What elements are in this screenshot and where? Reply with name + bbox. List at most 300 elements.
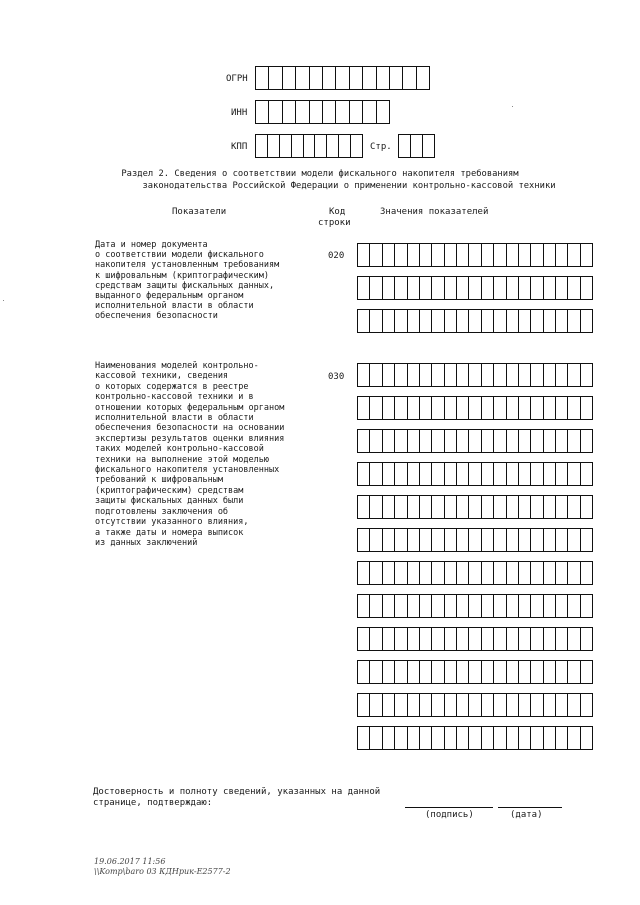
character-cell[interactable] [432, 430, 444, 452]
character-cell[interactable] [268, 135, 280, 157]
character-cell[interactable] [544, 661, 556, 683]
row-030-field-3[interactable] [357, 429, 593, 453]
character-cell[interactable] [507, 397, 519, 419]
character-cell[interactable] [383, 430, 395, 452]
character-cell[interactable] [568, 310, 580, 332]
character-cell[interactable] [420, 397, 432, 419]
character-cell[interactable] [482, 244, 494, 266]
character-cell[interactable] [420, 364, 432, 386]
character-cell[interactable] [469, 397, 481, 419]
character-cell[interactable] [445, 244, 457, 266]
character-cell[interactable] [420, 727, 432, 749]
character-cell[interactable] [420, 661, 432, 683]
character-cell[interactable] [544, 496, 556, 518]
character-cell[interactable] [377, 101, 389, 123]
character-cell[interactable] [370, 277, 382, 299]
character-cell[interactable] [432, 562, 444, 584]
character-cell[interactable] [556, 463, 568, 485]
character-cell[interactable] [383, 244, 395, 266]
character-cell[interactable] [544, 562, 556, 584]
character-cell[interactable] [469, 463, 481, 485]
character-cell[interactable] [445, 364, 457, 386]
character-cell[interactable] [423, 135, 434, 157]
row-020-field-1[interactable] [357, 243, 593, 267]
character-cell[interactable] [568, 430, 580, 452]
character-cell[interactable] [358, 430, 370, 452]
character-cell[interactable] [507, 496, 519, 518]
character-cell[interactable] [519, 463, 531, 485]
character-cell[interactable] [581, 244, 592, 266]
character-cell[interactable] [358, 529, 370, 551]
character-cell[interactable] [327, 135, 339, 157]
character-cell[interactable] [494, 430, 506, 452]
character-cell[interactable] [507, 595, 519, 617]
character-cell[interactable] [544, 529, 556, 551]
character-cell[interactable] [432, 661, 444, 683]
character-cell[interactable] [445, 529, 457, 551]
character-cell[interactable] [531, 562, 543, 584]
character-cell[interactable] [568, 661, 580, 683]
character-cell[interactable] [507, 661, 519, 683]
character-cell[interactable] [395, 364, 407, 386]
character-cell[interactable] [482, 694, 494, 716]
character-cell[interactable] [482, 661, 494, 683]
character-cell[interactable] [494, 277, 506, 299]
character-cell[interactable] [395, 694, 407, 716]
character-cell[interactable] [358, 595, 370, 617]
character-cell[interactable] [445, 397, 457, 419]
character-cell[interactable] [432, 397, 444, 419]
character-cell[interactable] [339, 135, 351, 157]
character-cell[interactable] [395, 397, 407, 419]
character-cell[interactable] [370, 628, 382, 650]
character-cell[interactable] [358, 562, 370, 584]
character-cell[interactable] [556, 496, 568, 518]
character-cell[interactable] [544, 727, 556, 749]
character-cell[interactable] [432, 727, 444, 749]
character-cell[interactable] [581, 595, 592, 617]
row-030-field-12[interactable] [357, 726, 593, 750]
signature-line[interactable] [405, 807, 493, 808]
character-cell[interactable] [395, 244, 407, 266]
character-cell[interactable] [544, 397, 556, 419]
character-cell[interactable] [310, 101, 323, 123]
character-cell[interactable] [469, 628, 481, 650]
character-cell[interactable] [469, 244, 481, 266]
character-cell[interactable] [519, 529, 531, 551]
character-cell[interactable] [350, 67, 363, 89]
character-cell[interactable] [568, 463, 580, 485]
character-cell[interactable] [432, 277, 444, 299]
character-cell[interactable] [408, 529, 420, 551]
character-cell[interactable] [408, 277, 420, 299]
character-cell[interactable] [469, 310, 481, 332]
character-cell[interactable] [383, 661, 395, 683]
character-cell[interactable] [420, 562, 432, 584]
character-cell[interactable] [469, 496, 481, 518]
character-cell[interactable] [358, 397, 370, 419]
character-cell[interactable] [432, 595, 444, 617]
character-cell[interactable] [420, 595, 432, 617]
character-cell[interactable] [581, 430, 592, 452]
character-cell[interactable] [408, 430, 420, 452]
character-cell[interactable] [519, 628, 531, 650]
character-cell[interactable] [482, 529, 494, 551]
character-cell[interactable] [420, 529, 432, 551]
character-cell[interactable] [482, 310, 494, 332]
character-cell[interactable] [358, 244, 370, 266]
character-cell[interactable] [408, 694, 420, 716]
character-cell[interactable] [395, 496, 407, 518]
character-cell[interactable] [408, 244, 420, 266]
character-cell[interactable] [544, 310, 556, 332]
character-cell[interactable] [445, 562, 457, 584]
character-cell[interactable] [457, 595, 469, 617]
row-030-field-10[interactable] [357, 660, 593, 684]
row-030-field-4[interactable] [357, 462, 593, 486]
character-cell[interactable] [395, 277, 407, 299]
character-cell[interactable] [556, 727, 568, 749]
character-cell[interactable] [432, 694, 444, 716]
character-cell[interactable] [395, 661, 407, 683]
character-cell[interactable] [568, 727, 580, 749]
character-cell[interactable] [336, 67, 349, 89]
character-cell[interactable] [377, 67, 390, 89]
character-cell[interactable] [445, 463, 457, 485]
character-cell[interactable] [383, 496, 395, 518]
character-cell[interactable] [269, 101, 282, 123]
character-cell[interactable] [457, 694, 469, 716]
character-cell[interactable] [420, 310, 432, 332]
character-cell[interactable] [395, 727, 407, 749]
character-cell[interactable] [507, 694, 519, 716]
row-030-field-1[interactable] [357, 363, 593, 387]
character-cell[interactable] [531, 430, 543, 452]
character-cell[interactable] [581, 529, 592, 551]
character-cell[interactable] [568, 496, 580, 518]
character-cell[interactable] [568, 277, 580, 299]
character-cell[interactable] [256, 101, 269, 123]
character-cell[interactable] [445, 727, 457, 749]
character-cell[interactable] [519, 397, 531, 419]
ogrn-field[interactable] [255, 66, 430, 90]
character-cell[interactable] [482, 628, 494, 650]
character-cell[interactable] [408, 661, 420, 683]
character-cell[interactable] [432, 310, 444, 332]
character-cell[interactable] [544, 595, 556, 617]
character-cell[interactable] [519, 694, 531, 716]
character-cell[interactable] [408, 496, 420, 518]
character-cell[interactable] [507, 310, 519, 332]
character-cell[interactable] [457, 529, 469, 551]
character-cell[interactable] [395, 463, 407, 485]
character-cell[interactable] [531, 397, 543, 419]
character-cell[interactable] [556, 364, 568, 386]
character-cell[interactable] [507, 562, 519, 584]
character-cell[interactable] [420, 277, 432, 299]
character-cell[interactable] [370, 562, 382, 584]
character-cell[interactable] [457, 397, 469, 419]
character-cell[interactable] [469, 727, 481, 749]
character-cell[interactable] [581, 463, 592, 485]
character-cell[interactable] [408, 562, 420, 584]
character-cell[interactable] [383, 595, 395, 617]
character-cell[interactable] [420, 463, 432, 485]
character-cell[interactable] [581, 661, 592, 683]
character-cell[interactable] [544, 277, 556, 299]
row-030-field-9[interactable] [357, 627, 593, 651]
character-cell[interactable] [336, 101, 349, 123]
character-cell[interactable] [531, 244, 543, 266]
character-cell[interactable] [457, 364, 469, 386]
character-cell[interactable] [556, 562, 568, 584]
character-cell[interactable] [445, 496, 457, 518]
character-cell[interactable] [323, 101, 336, 123]
character-cell[interactable] [507, 628, 519, 650]
character-cell[interactable] [296, 67, 309, 89]
character-cell[interactable] [469, 529, 481, 551]
character-cell[interactable] [556, 628, 568, 650]
character-cell[interactable] [358, 496, 370, 518]
character-cell[interactable] [370, 244, 382, 266]
character-cell[interactable] [383, 529, 395, 551]
character-cell[interactable] [531, 661, 543, 683]
character-cell[interactable] [568, 628, 580, 650]
character-cell[interactable] [363, 67, 376, 89]
character-cell[interactable] [507, 244, 519, 266]
character-cell[interactable] [556, 694, 568, 716]
character-cell[interactable] [383, 727, 395, 749]
character-cell[interactable] [420, 628, 432, 650]
character-cell[interactable] [358, 727, 370, 749]
character-cell[interactable] [531, 364, 543, 386]
character-cell[interactable] [280, 135, 292, 157]
character-cell[interactable] [581, 727, 592, 749]
character-cell[interactable] [370, 364, 382, 386]
character-cell[interactable] [469, 562, 481, 584]
character-cell[interactable] [568, 364, 580, 386]
character-cell[interactable] [494, 529, 506, 551]
page-number-field[interactable] [398, 134, 435, 158]
character-cell[interactable] [568, 397, 580, 419]
character-cell[interactable] [395, 310, 407, 332]
character-cell[interactable] [482, 277, 494, 299]
character-cell[interactable] [350, 101, 363, 123]
character-cell[interactable] [395, 595, 407, 617]
character-cell[interactable] [292, 135, 304, 157]
character-cell[interactable] [581, 277, 592, 299]
character-cell[interactable] [581, 397, 592, 419]
inn-field[interactable] [255, 100, 390, 124]
character-cell[interactable] [445, 628, 457, 650]
character-cell[interactable] [494, 661, 506, 683]
character-cell[interactable] [420, 430, 432, 452]
character-cell[interactable] [383, 628, 395, 650]
character-cell[interactable] [482, 463, 494, 485]
character-cell[interactable] [358, 463, 370, 485]
character-cell[interactable] [568, 244, 580, 266]
character-cell[interactable] [408, 727, 420, 749]
character-cell[interactable] [383, 310, 395, 332]
character-cell[interactable] [383, 364, 395, 386]
character-cell[interactable] [457, 562, 469, 584]
row-030-field-6[interactable] [357, 528, 593, 552]
character-cell[interactable] [469, 277, 481, 299]
character-cell[interactable] [482, 364, 494, 386]
character-cell[interactable] [370, 727, 382, 749]
character-cell[interactable] [390, 67, 403, 89]
character-cell[interactable] [581, 496, 592, 518]
character-cell[interactable] [395, 529, 407, 551]
character-cell[interactable] [519, 430, 531, 452]
character-cell[interactable] [403, 67, 416, 89]
character-cell[interactable] [370, 529, 382, 551]
character-cell[interactable] [469, 364, 481, 386]
character-cell[interactable] [494, 496, 506, 518]
character-cell[interactable] [531, 496, 543, 518]
character-cell[interactable] [469, 430, 481, 452]
character-cell[interactable] [531, 529, 543, 551]
character-cell[interactable] [370, 694, 382, 716]
character-cell[interactable] [556, 430, 568, 452]
character-cell[interactable] [544, 430, 556, 452]
character-cell[interactable] [519, 661, 531, 683]
character-cell[interactable] [531, 277, 543, 299]
character-cell[interactable] [556, 277, 568, 299]
character-cell[interactable] [411, 135, 423, 157]
character-cell[interactable] [544, 628, 556, 650]
character-cell[interactable] [544, 463, 556, 485]
character-cell[interactable] [568, 694, 580, 716]
character-cell[interactable] [457, 661, 469, 683]
character-cell[interactable] [370, 661, 382, 683]
character-cell[interactable] [358, 364, 370, 386]
character-cell[interactable] [556, 244, 568, 266]
character-cell[interactable] [358, 661, 370, 683]
character-cell[interactable] [432, 463, 444, 485]
character-cell[interactable] [445, 694, 457, 716]
character-cell[interactable] [304, 135, 316, 157]
character-cell[interactable] [269, 67, 282, 89]
character-cell[interactable] [383, 277, 395, 299]
character-cell[interactable] [420, 244, 432, 266]
row-020-field-3[interactable] [357, 309, 593, 333]
character-cell[interactable] [383, 562, 395, 584]
character-cell[interactable] [370, 397, 382, 419]
character-cell[interactable] [445, 661, 457, 683]
character-cell[interactable] [568, 529, 580, 551]
character-cell[interactable] [482, 430, 494, 452]
character-cell[interactable] [283, 101, 296, 123]
character-cell[interactable] [507, 277, 519, 299]
character-cell[interactable] [457, 310, 469, 332]
character-cell[interactable] [408, 310, 420, 332]
character-cell[interactable] [531, 628, 543, 650]
character-cell[interactable] [544, 364, 556, 386]
character-cell[interactable] [581, 694, 592, 716]
character-cell[interactable] [568, 562, 580, 584]
character-cell[interactable] [469, 694, 481, 716]
character-cell[interactable] [556, 595, 568, 617]
character-cell[interactable] [370, 310, 382, 332]
character-cell[interactable] [432, 496, 444, 518]
character-cell[interactable] [399, 135, 411, 157]
character-cell[interactable] [457, 277, 469, 299]
character-cell[interactable] [507, 430, 519, 452]
character-cell[interactable] [482, 496, 494, 518]
character-cell[interactable] [494, 694, 506, 716]
character-cell[interactable] [432, 244, 444, 266]
character-cell[interactable] [531, 694, 543, 716]
character-cell[interactable] [420, 694, 432, 716]
character-cell[interactable] [315, 135, 327, 157]
character-cell[interactable] [556, 397, 568, 419]
character-cell[interactable] [482, 397, 494, 419]
character-cell[interactable] [370, 595, 382, 617]
character-cell[interactable] [445, 595, 457, 617]
character-cell[interactable] [531, 727, 543, 749]
character-cell[interactable] [482, 562, 494, 584]
character-cell[interactable] [568, 595, 580, 617]
row-030-field-5[interactable] [357, 495, 593, 519]
character-cell[interactable] [494, 310, 506, 332]
character-cell[interactable] [363, 101, 376, 123]
character-cell[interactable] [519, 727, 531, 749]
character-cell[interactable] [408, 628, 420, 650]
character-cell[interactable] [256, 135, 268, 157]
character-cell[interactable] [395, 628, 407, 650]
character-cell[interactable] [383, 463, 395, 485]
character-cell[interactable] [457, 244, 469, 266]
character-cell[interactable] [519, 562, 531, 584]
character-cell[interactable] [408, 364, 420, 386]
character-cell[interactable] [507, 463, 519, 485]
character-cell[interactable] [494, 364, 506, 386]
character-cell[interactable] [383, 397, 395, 419]
character-cell[interactable] [519, 277, 531, 299]
character-cell[interactable] [581, 310, 592, 332]
character-cell[interactable] [482, 595, 494, 617]
row-030-field-7[interactable] [357, 561, 593, 585]
kpp-field[interactable] [255, 134, 363, 158]
character-cell[interactable] [494, 397, 506, 419]
character-cell[interactable] [432, 628, 444, 650]
character-cell[interactable] [581, 364, 592, 386]
character-cell[interactable] [370, 496, 382, 518]
character-cell[interactable] [395, 562, 407, 584]
character-cell[interactable] [457, 727, 469, 749]
character-cell[interactable] [531, 595, 543, 617]
character-cell[interactable] [395, 430, 407, 452]
character-cell[interactable] [507, 727, 519, 749]
character-cell[interactable] [445, 430, 457, 452]
character-cell[interactable] [544, 694, 556, 716]
character-cell[interactable] [556, 661, 568, 683]
character-cell[interactable] [383, 694, 395, 716]
character-cell[interactable] [445, 310, 457, 332]
character-cell[interactable] [469, 595, 481, 617]
character-cell[interactable] [457, 496, 469, 518]
character-cell[interactable] [507, 529, 519, 551]
character-cell[interactable] [544, 244, 556, 266]
character-cell[interactable] [420, 496, 432, 518]
character-cell[interactable] [256, 67, 269, 89]
character-cell[interactable] [358, 310, 370, 332]
character-cell[interactable] [494, 628, 506, 650]
character-cell[interactable] [457, 463, 469, 485]
character-cell[interactable] [581, 628, 592, 650]
row-030-field-2[interactable] [357, 396, 593, 420]
